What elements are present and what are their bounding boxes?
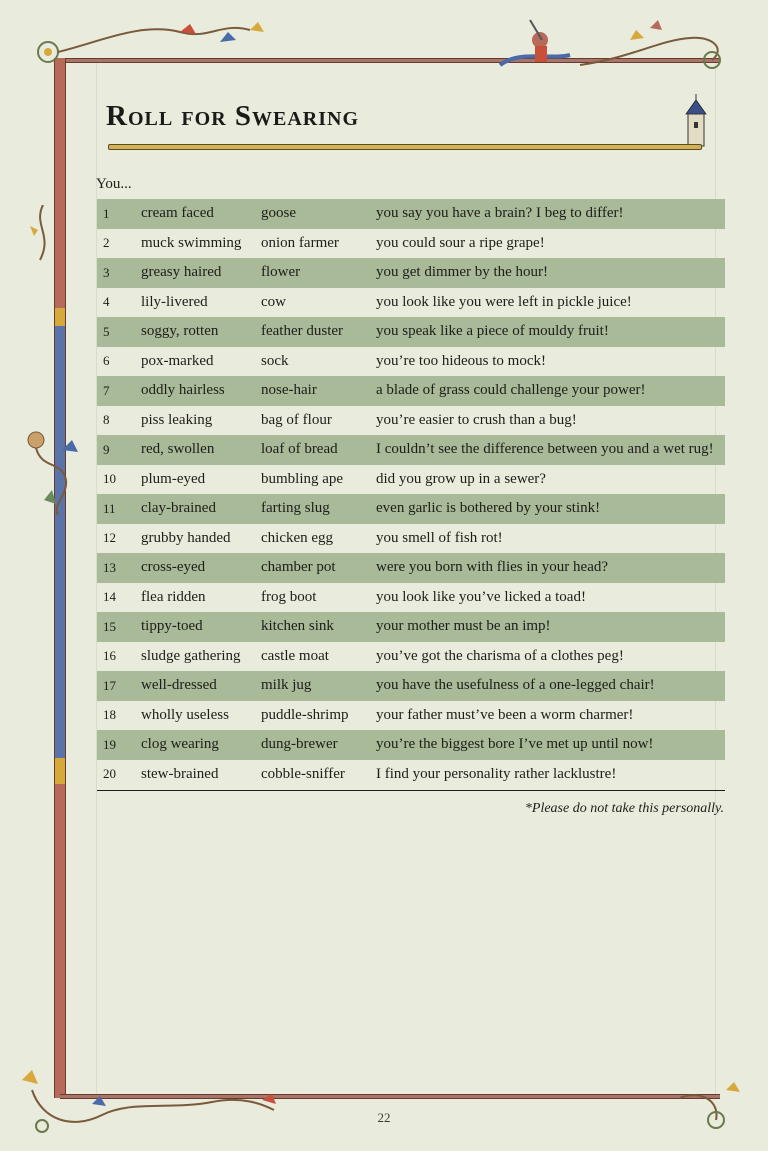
table-row xyxy=(97,612,725,642)
insult-cell: you’re the biggest bore I’ve met up until now! xyxy=(376,736,654,753)
table-row xyxy=(97,288,725,318)
page-number: 22 xyxy=(377,1110,391,1125)
adjective-cell: muck swimming xyxy=(141,234,242,251)
roll-number: 2 xyxy=(103,235,110,251)
roll-number: 19 xyxy=(103,736,116,752)
insult-cell: you could sour a ripe grape! xyxy=(376,234,545,251)
table-row xyxy=(97,760,725,790)
insult-cell: your mother must be an imp! xyxy=(376,618,551,635)
castle-tower-icon xyxy=(684,94,708,148)
roll-number: 15 xyxy=(103,618,116,634)
noun-cell: flower xyxy=(261,264,301,281)
noun-cell: sock xyxy=(261,352,289,369)
insult-cell: I find your personality rather lacklustre! xyxy=(376,765,617,782)
noun-cell: castle moat xyxy=(261,647,329,664)
adjective-cell: lily-livered xyxy=(141,293,208,310)
adjective-cell: piss leaking xyxy=(141,411,213,428)
roll-number: 11 xyxy=(103,500,116,516)
noun-cell: chicken egg xyxy=(261,529,334,546)
roll-number: 12 xyxy=(103,530,116,546)
adjective-cell: cream faced xyxy=(141,205,214,222)
insult-cell: you say you have a brain? I beg to differ! xyxy=(376,205,624,222)
noun-cell: chamber pot xyxy=(261,559,336,576)
table-row xyxy=(97,317,725,347)
noun-cell: loaf of bread xyxy=(261,441,338,458)
noun-cell: kitchen sink xyxy=(261,618,334,635)
table-row xyxy=(97,258,725,288)
roll-number: 10 xyxy=(103,471,116,487)
top-left-flourish-icon xyxy=(20,12,270,82)
title-underline xyxy=(108,144,702,150)
table-row xyxy=(97,435,725,465)
roll-number: 7 xyxy=(103,382,110,398)
roll-number: 5 xyxy=(103,323,110,339)
adjective-cell: flea ridden xyxy=(141,588,206,605)
insult-cell: you have the usefulness of a one-legged chair! xyxy=(376,677,655,694)
insult-cell: even garlic is bothered by your stink! xyxy=(376,500,601,517)
adjective-cell: stew-brained xyxy=(141,765,219,782)
adjective-cell: tippy-toed xyxy=(141,618,203,635)
insult-cell: did you grow up in a sewer? xyxy=(376,470,546,487)
adjective-cell: clay-brained xyxy=(141,500,216,517)
table-row xyxy=(97,730,725,760)
insult-cell: you’ve got the charisma of a clothes peg! xyxy=(376,647,624,664)
table-row xyxy=(97,642,725,672)
table-row xyxy=(97,701,725,731)
roll-number: 6 xyxy=(103,353,110,369)
table-row xyxy=(97,583,725,613)
table-row xyxy=(97,465,725,495)
noun-cell: feather duster xyxy=(261,323,344,340)
left-leaf-flourish-icon xyxy=(28,205,58,265)
noun-cell: farting slug xyxy=(261,500,330,517)
insult-cell: I couldn’t see the difference between you and a wet rug! xyxy=(376,441,714,458)
table-row xyxy=(97,229,725,259)
adjective-cell: soggy, rotten xyxy=(141,323,219,340)
insult-cell: you smell of fish rot! xyxy=(376,529,503,546)
noun-cell: puddle-shrimp xyxy=(261,706,349,723)
roll-number: 18 xyxy=(103,707,116,723)
adjective-cell: pox-marked xyxy=(141,352,214,369)
insult-cell: you look like you were left in pickle juice! xyxy=(376,293,632,310)
adjective-cell: grubby handed xyxy=(141,529,231,546)
table-intro: You... xyxy=(96,176,132,192)
noun-cell: nose-hair xyxy=(261,382,317,399)
roll-number: 1 xyxy=(103,205,110,221)
roll-number: 4 xyxy=(103,294,110,310)
noun-cell: bag of flour xyxy=(261,411,332,428)
roll-number: 16 xyxy=(103,648,116,664)
noun-cell: cobble-sniffer xyxy=(261,765,345,782)
table-row xyxy=(97,671,725,701)
noun-cell: cow xyxy=(261,293,286,310)
roll-number: 14 xyxy=(103,589,116,605)
adjective-cell: plum-eyed xyxy=(141,470,206,487)
table-row xyxy=(97,494,725,524)
footnote: *Please do not take this personally. xyxy=(524,801,724,816)
insult-cell: you’re easier to crush than a bug! xyxy=(376,411,577,428)
bottom-left-flourish-icon xyxy=(12,1060,292,1140)
table-row xyxy=(97,376,725,406)
swearing-table xyxy=(97,199,725,791)
insult-cell: a blade of grass could challenge your power! xyxy=(376,382,646,399)
adjective-cell: greasy haired xyxy=(141,264,222,281)
knight-on-dragon-icon xyxy=(490,10,740,90)
table-row xyxy=(97,524,725,554)
noun-cell: milk jug xyxy=(261,677,312,694)
insult-cell: you get dimmer by the hour! xyxy=(376,264,549,281)
insult-cell: you speak like a piece of mouldy fruit! xyxy=(376,323,609,340)
insult-cell: were you born with flies in your head? xyxy=(376,559,609,576)
insult-cell: you’re too hideous to mock! xyxy=(376,352,546,369)
noun-cell: bumbling ape xyxy=(261,470,344,487)
adjective-cell: oddly hairless xyxy=(141,382,225,399)
insult-cell: you look like you’ve licked a toad! xyxy=(376,588,586,605)
adjective-cell: wholly useless xyxy=(141,706,229,723)
noun-cell: goose xyxy=(261,205,296,222)
roll-number: 8 xyxy=(103,412,110,428)
adjective-cell: cross-eyed xyxy=(141,559,206,576)
roll-number: 20 xyxy=(103,766,116,782)
table-row xyxy=(97,553,725,583)
table-row xyxy=(97,347,725,377)
noun-cell: onion farmer xyxy=(261,234,339,251)
table-row xyxy=(97,199,725,229)
adjective-cell: well-dressed xyxy=(141,677,217,694)
adjective-cell: clog wearing xyxy=(141,736,219,753)
noun-cell: dung-brewer xyxy=(261,736,338,753)
roll-number: 3 xyxy=(103,264,110,280)
insult-cell: your father must’ve been a worm charmer! xyxy=(376,706,634,723)
table-row xyxy=(97,406,725,436)
noun-cell: frog boot xyxy=(261,588,317,605)
roll-number: 13 xyxy=(103,559,116,575)
table-bottom-rule xyxy=(97,790,725,791)
left-vine-flourish-icon xyxy=(22,420,82,520)
roll-number: 9 xyxy=(103,441,110,457)
adjective-cell: sludge gathering xyxy=(141,647,241,664)
roll-number: 17 xyxy=(103,677,116,693)
page-title: Roll for Swearing xyxy=(106,100,360,132)
adjective-cell: red, swollen xyxy=(141,441,215,458)
